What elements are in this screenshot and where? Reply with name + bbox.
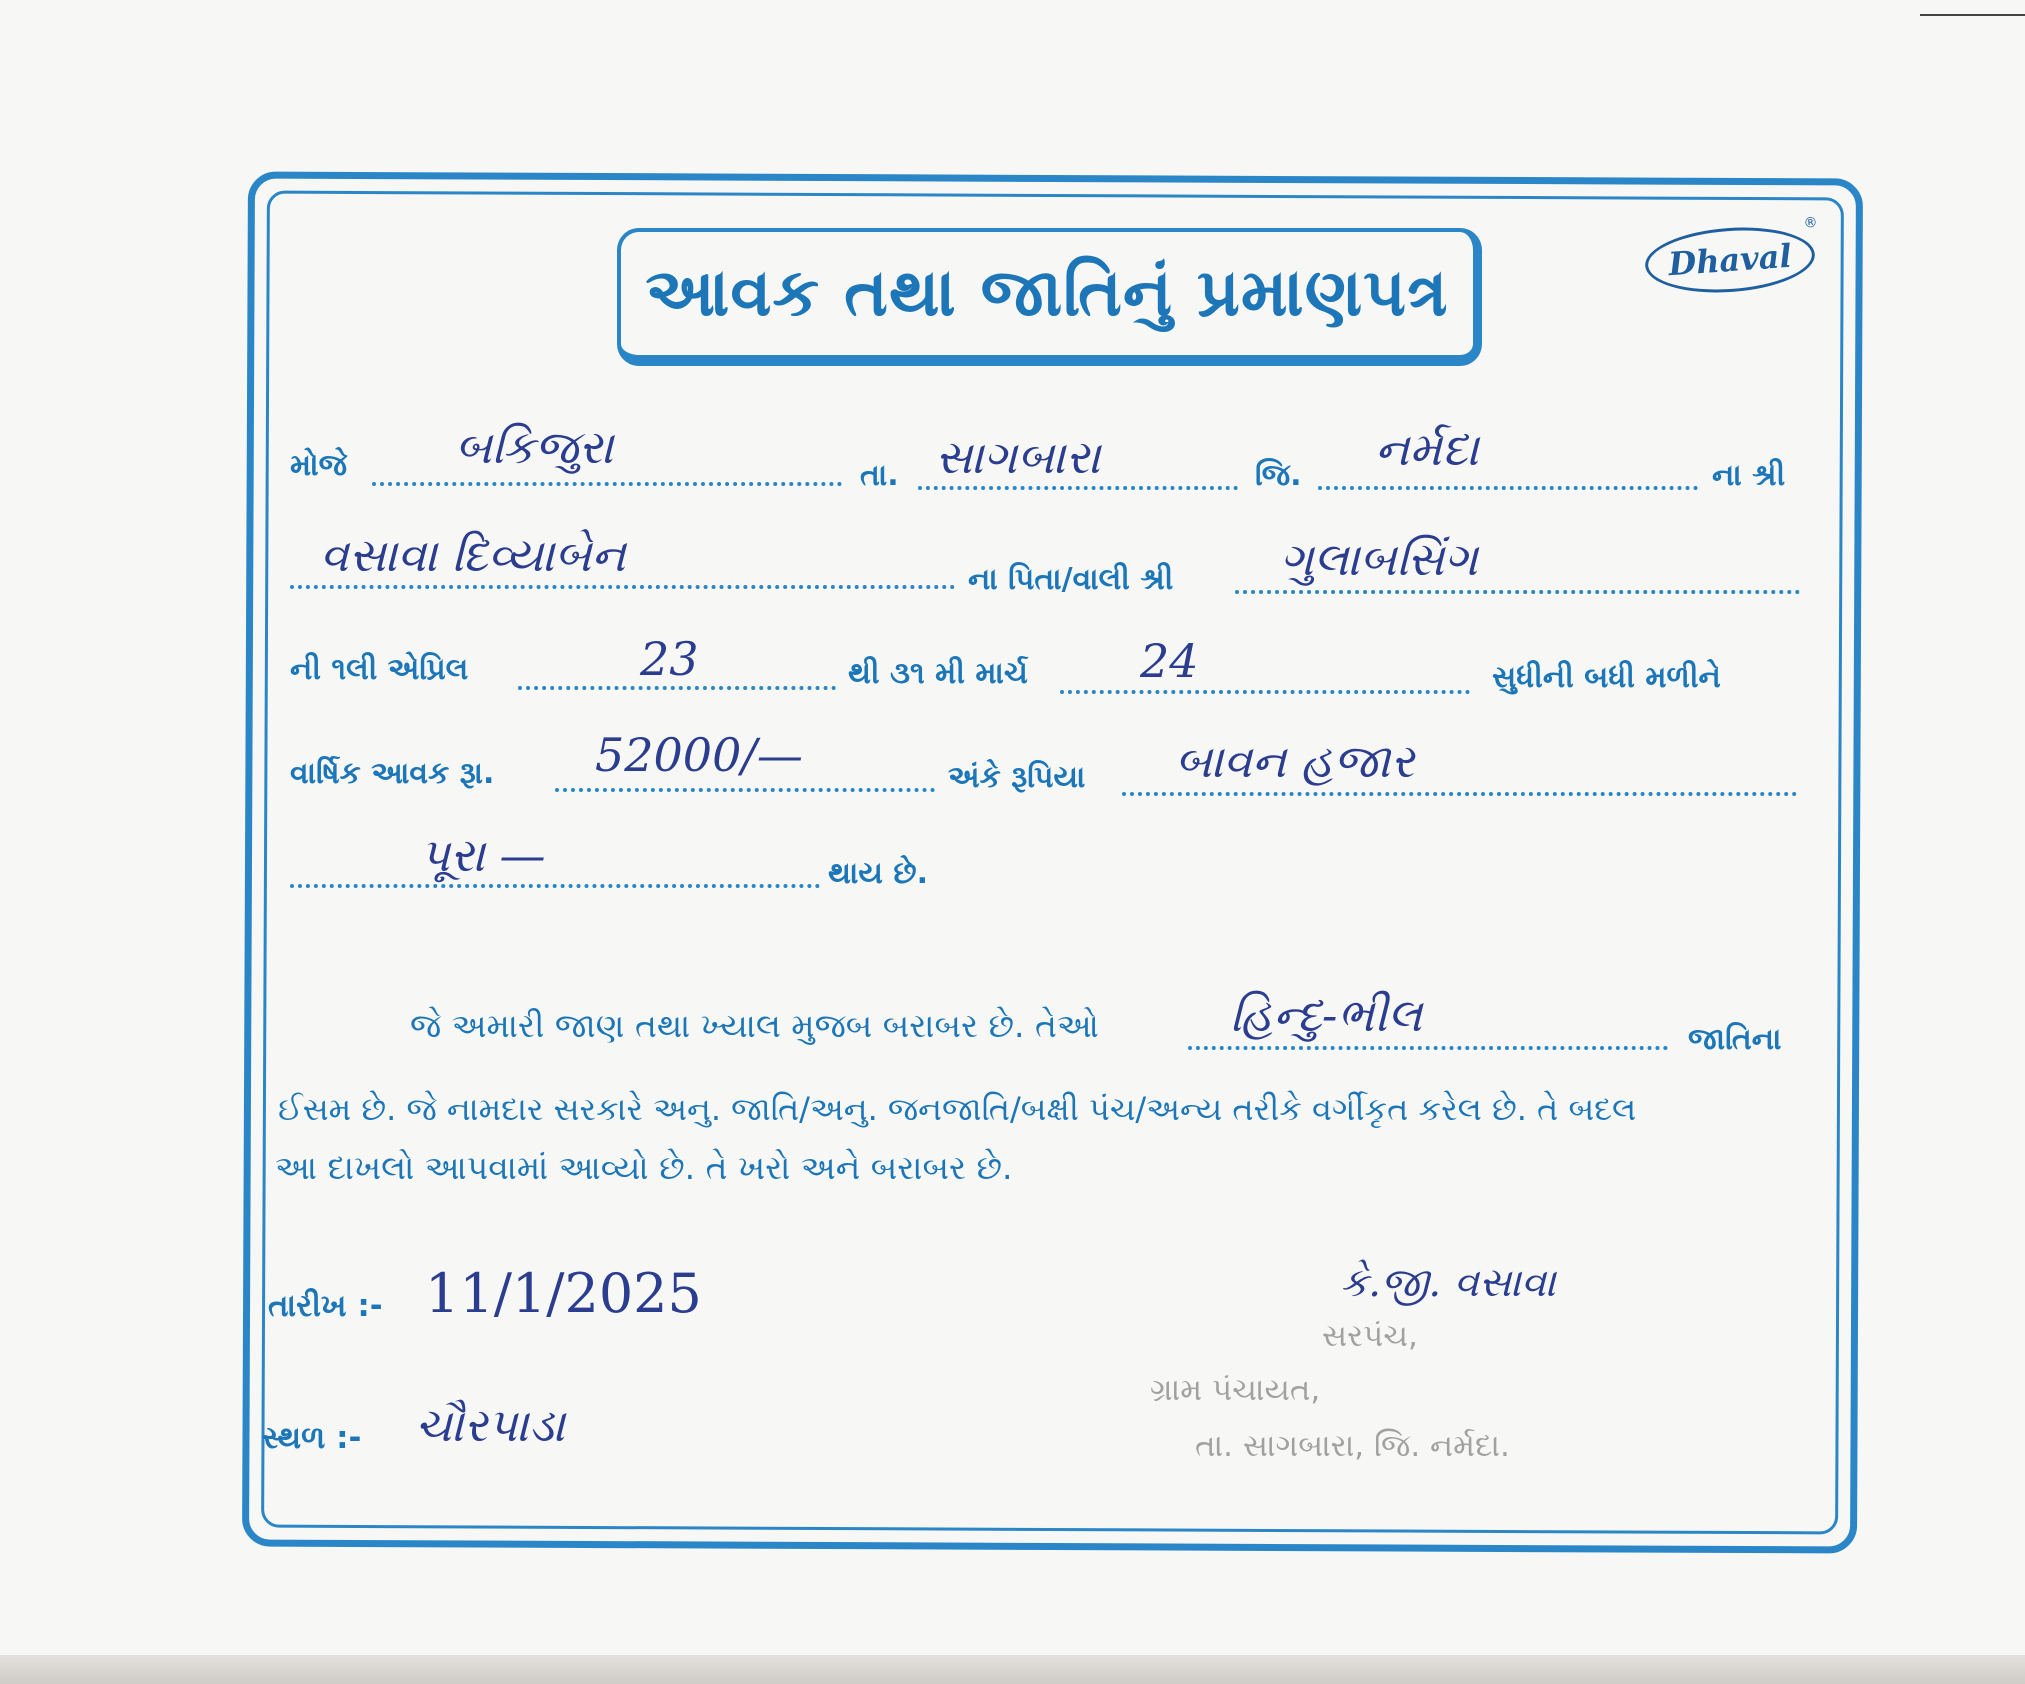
value-name: વસાવા દિવ્યાબેન: [320, 528, 626, 582]
stamp-line-2: ગ્રામ પંચાયત,: [1150, 1372, 1321, 1408]
label-na-shri: ના શ્રી: [1712, 458, 1786, 493]
label-pita-vali: ના પિતા/વાલી શ્રી: [968, 562, 1174, 597]
dotted-line-caste: [1188, 1046, 1668, 1050]
value-income-figure: 52000/—: [595, 728, 803, 782]
value-district: નર્મદા: [1375, 422, 1479, 476]
value-date: 11/1/2025: [425, 1262, 702, 1325]
label-place: સ્થળ :-: [262, 1420, 362, 1456]
dotted-line-year-to: [1060, 690, 1470, 694]
value-year-to: 24: [1140, 634, 1199, 688]
body-line-1: જે અમારી જાણ તથા ખ્યાલ મુજબ બરાબર છે. તેઓ: [410, 1006, 1099, 1045]
label-thay-chhe: થાય છે.: [828, 856, 928, 891]
label-date: તારીખ :-: [268, 1288, 383, 1324]
paper-edge-shadow: [0, 1655, 2025, 1684]
registered-mark: ®: [1803, 214, 1819, 232]
body-line-2: ઈસમ છે. જે નામદાર સરકારે અનુ. જાતિ/અનુ. જનજાતિ/બક્ષી પંચ/અન્ય તરીકે વર્ગીકૃત કરેલ છે. તે બદલ: [278, 1090, 1637, 1128]
certificate-title: આવક તથા જાતિનું પ્રમાણપત્ર: [645, 254, 1449, 331]
label-taluka: તા.: [860, 458, 899, 493]
value-income-words-2: પૂરા —: [420, 828, 546, 882]
value-year-from: 23: [640, 632, 699, 686]
signature: કે.જી. વસાવા: [1340, 1260, 1556, 1306]
dotted-line-income-words: [1122, 792, 1797, 796]
value-place: ચૌરપાડા: [415, 1398, 566, 1452]
stamp-line-1: સરપંચ,: [1322, 1318, 1418, 1354]
dotted-line-village: [372, 482, 842, 486]
label-march: થી ૩૧ મી માર્ચ: [848, 656, 1028, 691]
label-moje: મોજે: [290, 448, 348, 483]
value-village: બકિજુરા: [455, 420, 614, 474]
body-line-3: આ દાખલો આપવામાં આવ્યો છે. તે ખરો અને બરાબર છે.: [275, 1148, 1013, 1187]
top-edge-line: [1920, 14, 2025, 16]
stamp-line-3: તા. સાગબારા, જિ. નર્મદા.: [1195, 1428, 1510, 1464]
dotted-line-name: [290, 585, 955, 589]
label-district: જિ.: [1255, 458, 1302, 493]
label-anke-rupiya: અંકે રૂપિયા: [948, 760, 1086, 795]
label-jatina: જાતિના: [1688, 1022, 1782, 1057]
dotted-line-income-words-2: [290, 884, 820, 888]
label-annual-income: વાર્ષિક આવક રૂા.: [290, 756, 495, 791]
dotted-line-income-figure: [555, 788, 935, 792]
value-caste: હિન્દુ-ભીલ: [1230, 988, 1423, 1042]
certificate-title-box: [617, 228, 1482, 366]
logo-text: Dhaval: [1667, 236, 1793, 284]
label-sudhi: સુધીની બધી મળીને: [1492, 660, 1721, 695]
value-income-words: બાવન હજાર: [1175, 734, 1415, 788]
dotted-line-taluka: [918, 486, 1238, 490]
value-taluka: સાગબારા: [935, 430, 1101, 484]
value-guardian: ગુલાબસિંગ: [1280, 532, 1478, 586]
dotted-line-district: [1318, 486, 1698, 490]
dotted-line-year-from: [518, 686, 836, 690]
label-april: ની ૧લી એપ્રિલ: [290, 652, 469, 687]
dotted-line-guardian: [1235, 590, 1800, 594]
